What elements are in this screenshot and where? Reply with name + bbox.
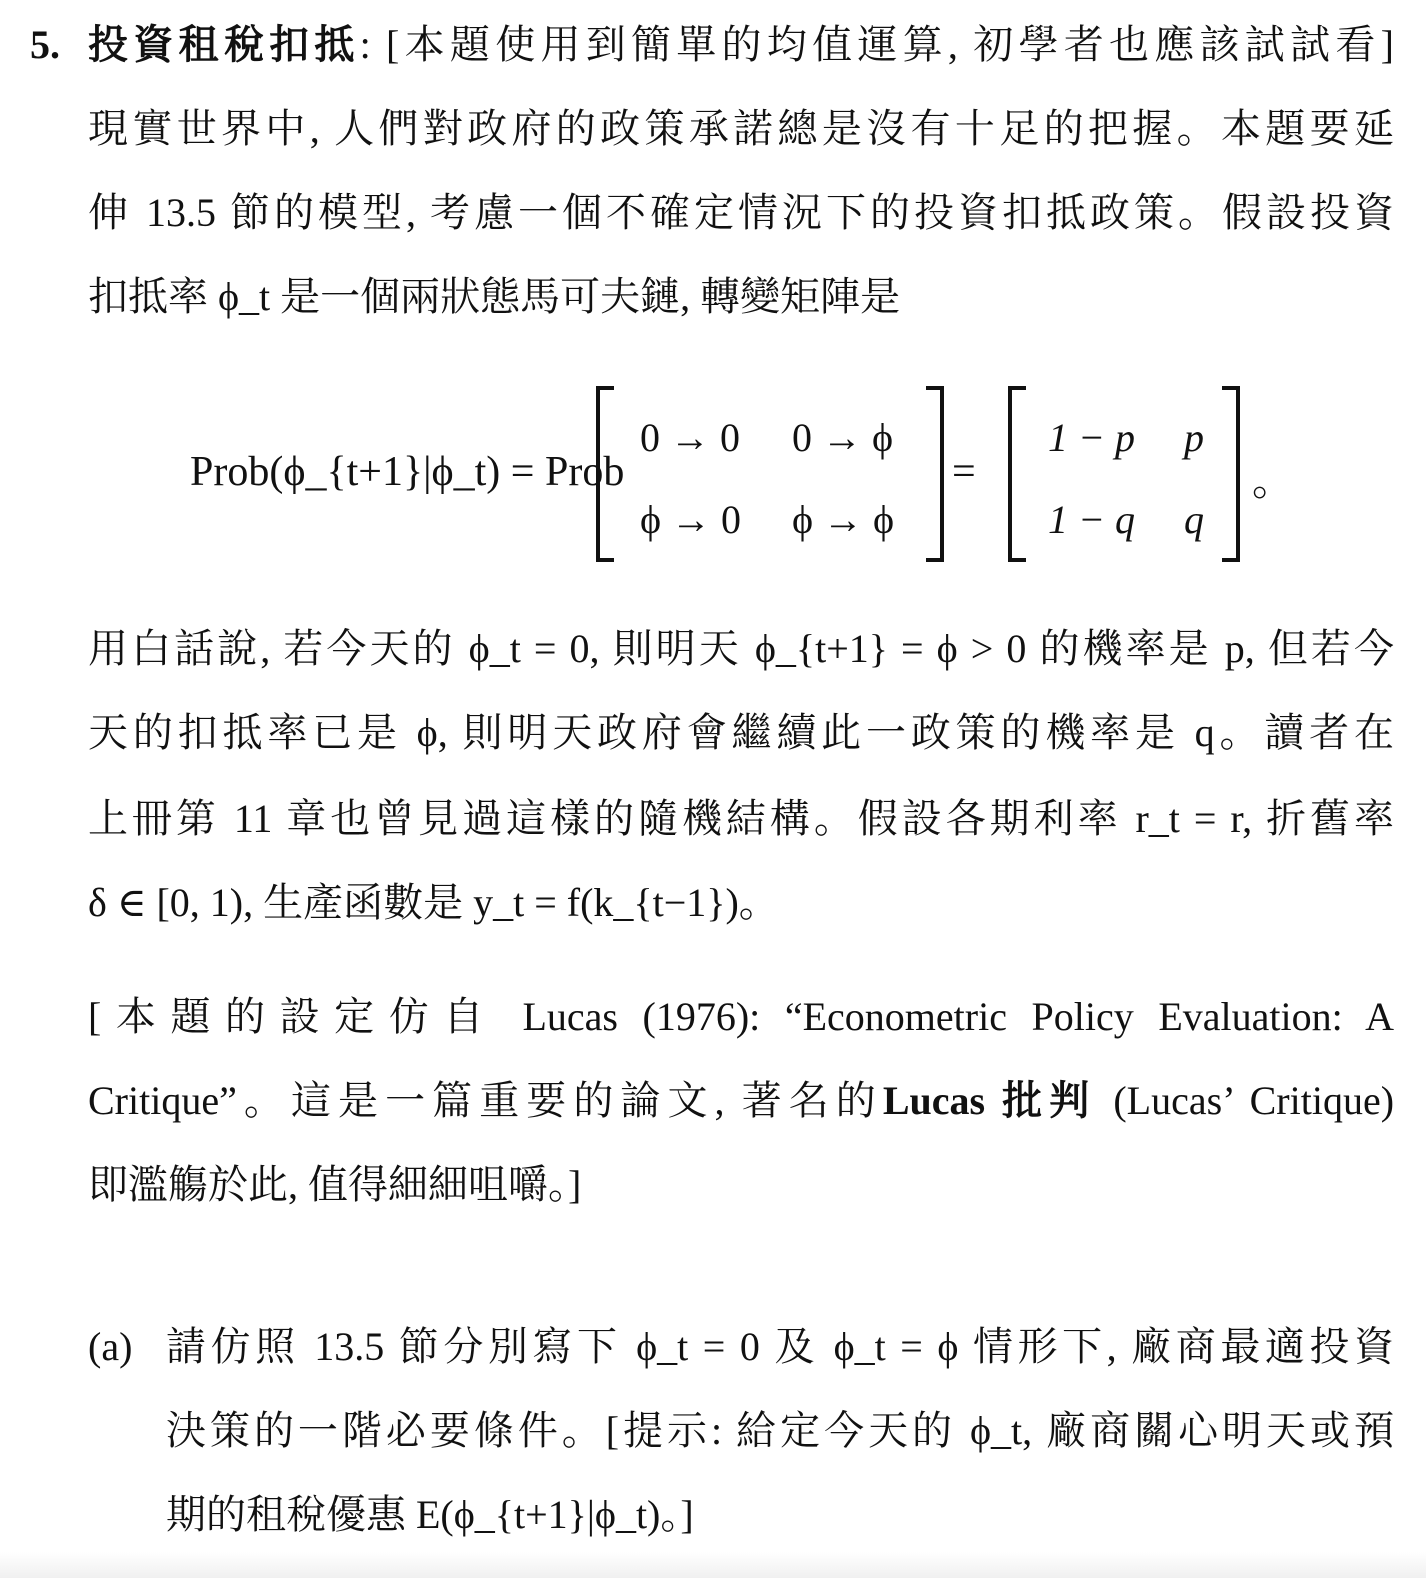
- matrix-cell: 0 → ϕ: [792, 415, 894, 460]
- problem-number: 5.: [30, 22, 60, 67]
- problem-heading: [88, 20, 1394, 70]
- lucas-critique-term: Lucas 批判: [882, 1078, 1097, 1123]
- matrix-cell: ϕ → ϕ: [792, 497, 895, 542]
- part-a-label: (a): [88, 1324, 133, 1369]
- matrix-cell: 1 − p: [1048, 415, 1135, 460]
- explain-line-4: δ ∈ [0, 1), 生產函數是 y_t = f(k_{t−1})。: [88, 880, 779, 925]
- note-line-1: [本題的設定仿自 Lucas (1976): “Econometric Policy Evaluation: A: [88, 994, 1394, 1039]
- explain-line-1: 用白話說, 若今天的 ϕ_t = 0, 則明天 ϕ_{t+1} = ϕ > 0 的機率是 p, 但若今: [88, 626, 1394, 671]
- right-bracket: [1222, 386, 1240, 562]
- intro-line-1: 現實世界中, 人們對政府的政策承諾總是沒有十足的把握。本題要延: [88, 106, 1394, 151]
- left-bracket: [596, 386, 614, 562]
- problem-title-note: : [本題使用到簡單的均值運算, 初學者也應該試試看]: [359, 22, 1394, 67]
- note-line-3: 即濫觴於此, 值得細細咀嚼。]: [88, 1162, 582, 1207]
- part-a-line-1: 請仿照 13.5 節分別寫下 ϕ_t = 0 及 ϕ_t = ϕ 情形下, 廠商最適投資: [166, 1324, 1394, 1369]
- matrix-cell: p: [1184, 415, 1204, 460]
- intro-line-3: 扣抵率 ϕ_t 是一個兩狀態馬可夫鏈, 轉變矩陣是: [88, 274, 901, 319]
- part-a-line-2: 決策的一階必要條件。[提示: 給定今天的 ϕ_t, 廠商關心明天或預: [166, 1408, 1394, 1453]
- probability-matrix: [1008, 380, 1240, 560]
- equation-end: 。: [1252, 459, 1295, 505]
- matrix-cell: 1 − q: [1048, 497, 1135, 542]
- explain-line-2: 天的扣抵率已是 ϕ, 則明天政府會繼續此一政策的機率是 q。讀者在: [88, 710, 1394, 755]
- part-a-line-3: 期的租稅優惠 E(ϕ_{t+1}|ϕ_t)。]: [166, 1492, 694, 1537]
- left-bracket: [1008, 386, 1026, 562]
- intro-line-2: 伸 13.5 節的模型, 考慮一個不確定情況下的投資扣抵政策。假設投資: [88, 190, 1394, 235]
- event-matrix: [596, 380, 944, 560]
- problem-title: 投資租稅扣抵: [88, 22, 360, 67]
- equals-sign: =: [952, 449, 976, 495]
- right-bracket: [926, 386, 944, 562]
- matrix-cell: ϕ → 0: [640, 497, 742, 542]
- matrix-cell: 0 → 0: [640, 415, 740, 460]
- note-line-2: [88, 1076, 1394, 1126]
- transition-equation: [190, 380, 1295, 570]
- equation-lhs: Prob(ϕ_{t+1}|ϕ_t) = Prob: [190, 449, 625, 495]
- note-text: Critique”。這是一篇重要的論文, 著名的: [88, 1078, 883, 1123]
- matrix-cell: q: [1184, 497, 1204, 542]
- note-text: (Lucas’ Critique): [1113, 1078, 1395, 1123]
- explain-line-3: 上冊第 11 章也曾見過這樣的隨機結構。假設各期利率 r_t = r, 折舊率: [88, 796, 1394, 841]
- page-bottom-edge: [0, 1552, 1426, 1578]
